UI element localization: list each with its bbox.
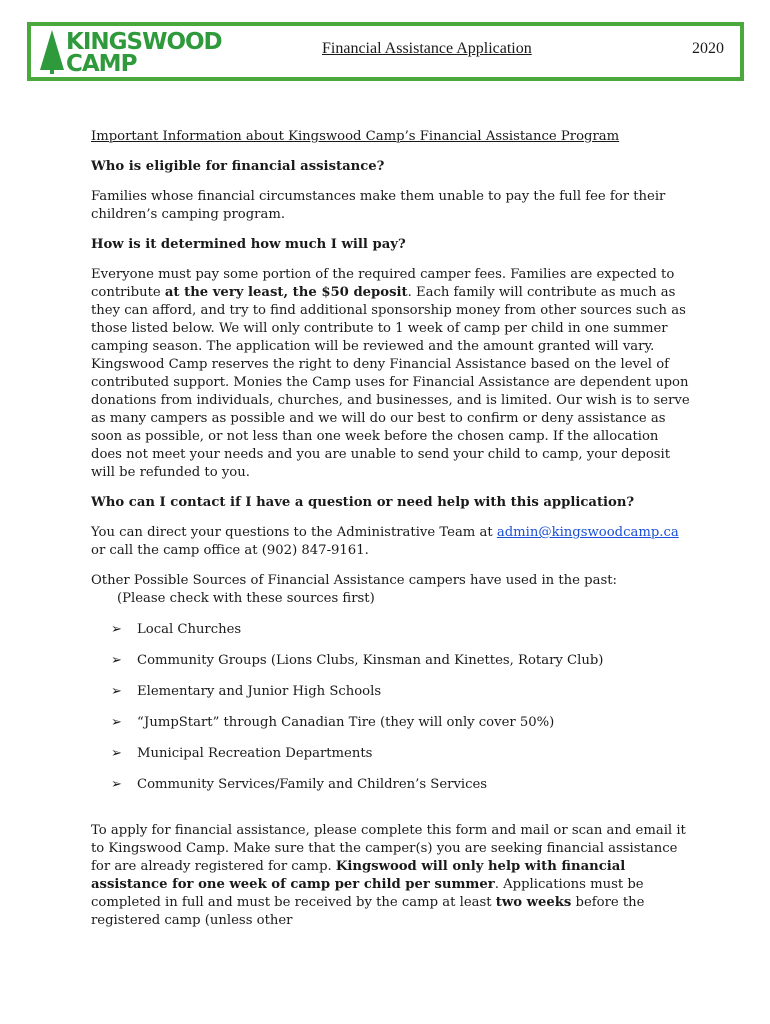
question-eligibility: Who is eligible for financial assistance? (91, 159, 385, 174)
arrow-bullet-icon: ➢ (111, 684, 123, 699)
arrow-bullet-icon: ➢ (111, 746, 123, 761)
answer-contact (91, 524, 691, 560)
arrow-bullet-icon: ➢ (111, 653, 123, 668)
list-item: ➢ Municipal Recreation Departments (111, 746, 373, 761)
list-item: ➢ Elementary and Junior High Schools (111, 684, 382, 699)
arrow-bullet-icon: ➢ (111, 715, 123, 730)
arrow-bullet-icon: ➢ (111, 777, 123, 792)
sources-intro (91, 572, 691, 608)
answer-contact-text-2: or call the camp office at (902) 847-9161. (91, 543, 369, 558)
answer-amount (91, 266, 691, 482)
apply-instructions: To apply for financial assistance, please complete this form and mail or scan and email it to Kingswood Camp. Make sure that the camper(s) you are seeking financial assistance for are already registered for camp. Kingswood will only help with financial assistance for one week of camp per child per summer. Applications must be completed in full and must be received by the camp at least two weeks before the registered camp (unless other (91, 823, 686, 928)
answer-contact-text-1: You can direct your questions to the Administrative Team at (91, 525, 497, 540)
question-contact: Who can I contact if I have a question or need help with this application? (91, 495, 635, 510)
sources-intro-text: Other Possible Sources of Financial Assistance campers have used in the past: (91, 573, 617, 588)
intro-heading: Important Information about Kingswood Camp’s Financial Assistance Program (91, 129, 620, 144)
document-body (91, 128, 691, 942)
kingswood-camp-logo (39, 29, 222, 77)
two-weeks-emphasis: two weeks (495, 895, 572, 910)
sources-list (91, 621, 691, 794)
email-link[interactable]: admin@kingswoodcamp.ca (496, 525, 679, 540)
one-week-emphasis: Kingswood will only help with financial assistance for one week of camp per child per summer (91, 859, 626, 892)
answer-amount-text-2: . Each family will contribute as much as they can afford, and try to find additional sponsorship money from other sources such as those listed below. We will only contribute to 1 week of camp per child in one summer camping season. The application will be reviewed and the amount granted will vary. Kingswood Camp reserves the right to deny Financial Assistance based on the level of contributed support. Monies the Camp uses for Financial Assistance are dependent upon donations from individuals, churches, and businesses, and is limited. Our wish is to serve as many campers as possible and we will do our best to confirm or deny assistance as soon as possible, or not less than one week before the chosen camp. If the allocation does not meet your needs and you are unable to send your child to camp, your deposit will be refunded to you. (91, 285, 690, 480)
document-title: Financial Assistance Application (322, 40, 532, 57)
document-year: 2020 (692, 40, 724, 57)
deposit-emphasis: at the very least, the $50 deposit (164, 285, 408, 300)
pine-tree-icon (39, 30, 65, 74)
answer-amount-text-1: Everyone must pay some portion of the required camper fees. Families are expected to contribute (91, 267, 675, 300)
logo-text-camp: CAMP (66, 51, 137, 77)
list-item: ➢ Community Services/Family and Children’s Services (111, 777, 488, 792)
answer-eligibility: Families whose financial circumstances make them unable to pay the full fee for their children’s camping program. (91, 189, 666, 222)
logo-text-kingswood: KINGSWOOD (66, 29, 222, 55)
list-item: ➢ Community Groups (Lions Clubs, Kinsman and Kinettes, Rotary Club) (111, 653, 604, 668)
question-amount: How is it determined how much I will pay? (91, 237, 406, 252)
sources-note: (Please check with these sources first) (117, 591, 375, 606)
arrow-bullet-icon: ➢ (111, 622, 123, 637)
header-banner (27, 22, 744, 81)
list-item: ➢ “JumpStart” through Canadian Tire (they will only cover 50%) (111, 715, 555, 730)
list-item: ➢ Local Churches (111, 622, 242, 637)
